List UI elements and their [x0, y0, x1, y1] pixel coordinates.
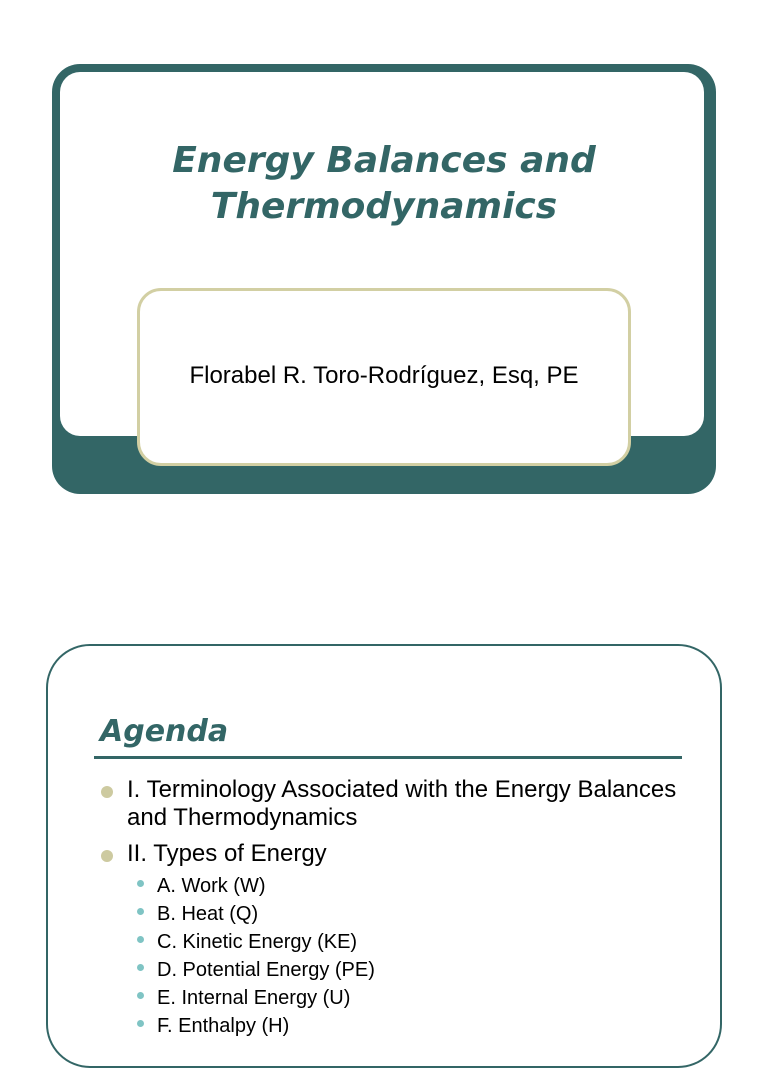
- agenda-subitem: [127, 1012, 680, 1040]
- agenda-subitem: [127, 956, 680, 984]
- agenda-subitem-text: F. Enthalpy (H): [157, 1015, 290, 1037]
- agenda-item-text: II. Types of Energy: [127, 840, 327, 867]
- agenda-subitem-text: E. Internal Energy (U): [157, 987, 351, 1009]
- sub-bullet-icon: [137, 1020, 144, 1027]
- title-line-1: Energy Balances and: [172, 140, 596, 181]
- agenda-subitem-text: C. Kinetic Energy (KE): [157, 931, 358, 953]
- agenda-subitem-text: D. Potential Energy (PE): [157, 959, 375, 981]
- title-line-2: Thermodynamics: [210, 186, 558, 227]
- sub-bullet-icon: [137, 964, 144, 971]
- agenda-subitem: [127, 928, 680, 956]
- agenda-subitem: [127, 900, 680, 928]
- agenda-sublist: [127, 872, 680, 1040]
- agenda-subitem-text: B. Heat (Q): [157, 903, 259, 925]
- author-name: Florabel R. Toro-Rodríguez, Esq, PE: [189, 362, 579, 389]
- sub-bullet-icon: [137, 992, 144, 999]
- bullet-icon: [101, 786, 113, 798]
- title-slide-heading: [60, 138, 708, 230]
- sub-bullet-icon: [137, 908, 144, 915]
- title-underline: [94, 756, 682, 759]
- agenda-subitem: [127, 984, 680, 1012]
- agenda-title: Agenda: [100, 714, 229, 749]
- agenda-subitem-text: A. Work (W): [157, 875, 266, 897]
- sub-bullet-icon: [137, 936, 144, 943]
- agenda-item-text: I. Terminology Associated with the Energy Balances and Thermodynamics: [127, 776, 677, 831]
- sub-bullet-icon: [137, 880, 144, 887]
- agenda-subitem: [127, 872, 680, 900]
- agenda-list: [100, 776, 680, 1048]
- bullet-icon: [101, 850, 113, 862]
- agenda-item: [100, 840, 680, 1040]
- agenda-item: [100, 776, 680, 832]
